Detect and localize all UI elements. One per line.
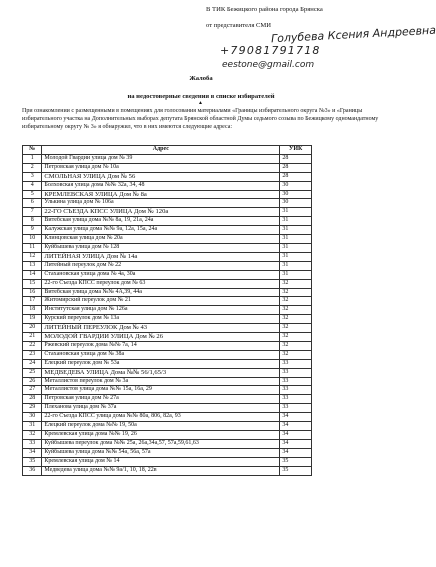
row-number: 33	[23, 439, 42, 448]
row-uik: 30	[280, 181, 312, 190]
row-uik: 32	[280, 333, 312, 342]
row-address: Металлистов переулок дом № 3а	[42, 377, 280, 386]
row-uik: 33	[280, 395, 312, 404]
table-row	[23, 279, 312, 288]
row-address: Медведева улица дома №№ 9а/1, 10, 18, 22в	[42, 466, 280, 475]
row-uik: 35	[280, 466, 312, 475]
row-number: 14	[23, 270, 42, 279]
mark-dot: ▲	[198, 101, 203, 106]
table-row	[23, 261, 312, 270]
row-number: 34	[23, 448, 42, 457]
row-number: 1	[23, 154, 42, 163]
table-row	[23, 422, 312, 431]
row-uik: 33	[280, 359, 312, 368]
table-row	[23, 466, 312, 475]
row-number: 25	[23, 368, 42, 377]
row-uik: 31	[280, 235, 312, 244]
row-uik: 32	[280, 279, 312, 288]
table-row	[23, 324, 312, 333]
row-address: Плеханова улица дом № 37а	[42, 404, 280, 413]
table-row	[23, 226, 312, 235]
table-row	[23, 181, 312, 190]
table-body	[23, 154, 312, 475]
address-table	[22, 145, 312, 476]
row-address: Куйбышева улица дома №№ 54а, 56а, 57а	[42, 448, 280, 457]
row-uik: 32	[280, 341, 312, 350]
row-address: 22-го Съезда КПСС улица дома №№ 80а, 806, 82а, 93	[42, 413, 280, 422]
row-number: 36	[23, 466, 42, 475]
row-uik: 31	[280, 208, 312, 217]
table-row	[23, 448, 312, 457]
table-row	[23, 235, 312, 244]
row-uik: 28	[280, 163, 312, 172]
row-number: 18	[23, 306, 42, 315]
row-uik: 32	[280, 350, 312, 359]
row-number: 24	[23, 359, 42, 368]
table-row	[23, 457, 312, 466]
row-uik: 34	[280, 431, 312, 440]
recipient: В ТИК Бежицкого района города Брянска	[206, 6, 323, 13]
row-number: 17	[23, 297, 42, 306]
row-uik: 30	[280, 190, 312, 199]
row-number: 22	[23, 341, 42, 350]
row-address: Петровская улица дом № 10а	[42, 163, 280, 172]
row-number: 26	[23, 377, 42, 386]
row-address: Молодой Гвардии улица дом № 39	[42, 154, 280, 163]
row-uik: 33	[280, 386, 312, 395]
row-number: 8	[23, 217, 42, 226]
row-address: МЕДВЕДЕВА УЛИЦА Дома №№ 56/1,65/3	[42, 368, 280, 377]
row-address: 22-го Съезда КПСС переулок дом № 63	[42, 279, 280, 288]
row-address: Витебская улица дома №№ 8а, 19, 21а, 24а	[42, 217, 280, 226]
row-number: 29	[23, 404, 42, 413]
column-header-address: Адрес	[42, 146, 280, 155]
row-address: Металлистов улица дома №№ 15а, 16а, 29	[42, 386, 280, 395]
column-header-uik: УИК	[280, 146, 312, 155]
table-row	[23, 190, 312, 199]
column-header-number: №	[23, 146, 42, 155]
row-number: 5	[23, 190, 42, 199]
table-row	[23, 341, 312, 350]
row-address: Институтская улица дом № 126а	[42, 306, 280, 315]
table-row	[23, 252, 312, 261]
row-uik: 28	[280, 172, 312, 181]
row-number: 6	[23, 199, 42, 208]
row-uik: 31	[280, 261, 312, 270]
row-address: Кремлевская улица дом № 14	[42, 457, 280, 466]
row-uik: 34	[280, 413, 312, 422]
row-address: 22-ГО СЪЕЗДА КПСС УЛИЦА Дом № 120а	[42, 208, 280, 217]
row-uik: 31	[280, 226, 312, 235]
row-uik: 31	[280, 243, 312, 252]
table-row	[23, 288, 312, 297]
row-address: Улькина улица дом № 106а	[42, 199, 280, 208]
row-address: СМОЛЬНАЯ УЛИЦА Дом № 56	[42, 172, 280, 181]
table-row	[23, 306, 312, 315]
row-number: 19	[23, 315, 42, 324]
row-number: 31	[23, 422, 42, 431]
row-address: Житомирский переулок дом № 21	[42, 297, 280, 306]
row-uik: 31	[280, 252, 312, 261]
table-row	[23, 377, 312, 386]
row-address: Ржевский переулок дома №№ 7а, 14	[42, 341, 280, 350]
row-number: 30	[23, 413, 42, 422]
row-number: 7	[23, 208, 42, 217]
table-row	[23, 172, 312, 181]
row-address: Курский переулок дом № 13а	[42, 315, 280, 324]
row-number: 3	[23, 172, 42, 181]
row-number: 10	[23, 235, 42, 244]
row-uik: 32	[280, 297, 312, 306]
table-row	[23, 333, 312, 342]
row-uik: 34	[280, 439, 312, 448]
table-header-row	[23, 146, 312, 155]
table-row	[23, 350, 312, 359]
row-number: 16	[23, 288, 42, 297]
row-number: 21	[23, 333, 42, 342]
row-uik: 32	[280, 324, 312, 333]
row-number: 4	[23, 181, 42, 190]
row-uik: 32	[280, 306, 312, 315]
table-row	[23, 217, 312, 226]
row-number: 12	[23, 252, 42, 261]
row-address: Литейный переулок дом № 22	[42, 261, 280, 270]
row-address: Стахановская улица дома № 4а, 30а	[42, 270, 280, 279]
row-address: Елецкий переулок дома №№ 19, 50а	[42, 422, 280, 431]
table-row	[23, 315, 312, 324]
document-subtitle: на недостоверные сведения в списке избирателей	[127, 93, 275, 100]
row-address: Витебская улица дома №№ 4А,39, 44а	[42, 288, 280, 297]
row-uik: 31	[280, 270, 312, 279]
table-row	[23, 163, 312, 172]
table-row	[23, 199, 312, 208]
row-address: Кремлевская улица дома №№ 19, 26	[42, 431, 280, 440]
handwritten-email: eestone@gmail.com	[222, 60, 315, 70]
row-uik: 32	[280, 315, 312, 324]
row-number: 20	[23, 324, 42, 333]
row-uik: 34	[280, 448, 312, 457]
intro-paragraph: При ознакомлении с размещенными в помещениях для голосования материалами «Границы избирательного округа №3» и «Границы избирательного участка на Дополнительных выборах депутата Брянской областной Думы седьмого созыва по Бежицкому одномандатному избирательному округу № 3» я обнаружил, что в них имеются следующие адреса:	[22, 108, 379, 130]
row-uik: 35	[280, 457, 312, 466]
row-address: МОЛОДОЙ ГВАРДИИ УЛИЦА Дом № 26	[42, 333, 280, 342]
table-row	[23, 243, 312, 252]
document-title: Жалоба	[189, 75, 213, 82]
table-row	[23, 297, 312, 306]
row-address: Болховская улица дома №№ 32а, 34, 48	[42, 181, 280, 190]
row-uik: 31	[280, 217, 312, 226]
row-address: Куйбышева переулок дома №№ 25а, 26а,34а,57, 57а,59,61,63	[42, 439, 280, 448]
row-address: КРЕМЛЕВСКАЯ УЛИЦА Дом № 8а	[42, 190, 280, 199]
row-number: 23	[23, 350, 42, 359]
row-number: 28	[23, 395, 42, 404]
row-address: Стахановская улица дом № 38а	[42, 350, 280, 359]
row-number: 35	[23, 457, 42, 466]
row-address: ЛИТЕЙНЫЙ ПЕРЕУЛОК Дом № 43	[42, 324, 280, 333]
row-address: Елецкий переулок дом № 53а	[42, 359, 280, 368]
table-row	[23, 431, 312, 440]
row-uik: 30	[280, 199, 312, 208]
row-number: 11	[23, 243, 42, 252]
row-number: 27	[23, 386, 42, 395]
row-uik: 33	[280, 377, 312, 386]
handwritten-phone: +79081791718	[220, 44, 321, 57]
row-uik: 32	[280, 288, 312, 297]
table-row	[23, 270, 312, 279]
row-number: 15	[23, 279, 42, 288]
table-row	[23, 386, 312, 395]
from-label: от представителя СМИ	[206, 22, 272, 29]
row-address: Куйбышева улица дом № 128	[42, 243, 280, 252]
row-number: 13	[23, 261, 42, 270]
row-uik: 33	[280, 368, 312, 377]
row-uik: 28	[280, 154, 312, 163]
table-row	[23, 439, 312, 448]
row-uik: 34	[280, 422, 312, 431]
table-row	[23, 368, 312, 377]
table-row	[23, 404, 312, 413]
row-address: Калужская улица дома №№ 9а, 12а, 15а, 24а	[42, 226, 280, 235]
table-row	[23, 154, 312, 163]
table-row	[23, 359, 312, 368]
row-address: Клинцовская улица дом № 20а	[42, 235, 280, 244]
row-number: 32	[23, 431, 42, 440]
row-address: ЛИТЕЙНАЯ УЛИЦА Дом № 14а	[42, 252, 280, 261]
handwritten-name: Голубева Ксения Андреевна	[270, 23, 436, 46]
table-row	[23, 413, 312, 422]
table-row	[23, 395, 312, 404]
row-number: 9	[23, 226, 42, 235]
row-number: 2	[23, 163, 42, 172]
row-uik: 33	[280, 404, 312, 413]
row-address: Петровская улица дом № 27а	[42, 395, 280, 404]
table-row	[23, 208, 312, 217]
